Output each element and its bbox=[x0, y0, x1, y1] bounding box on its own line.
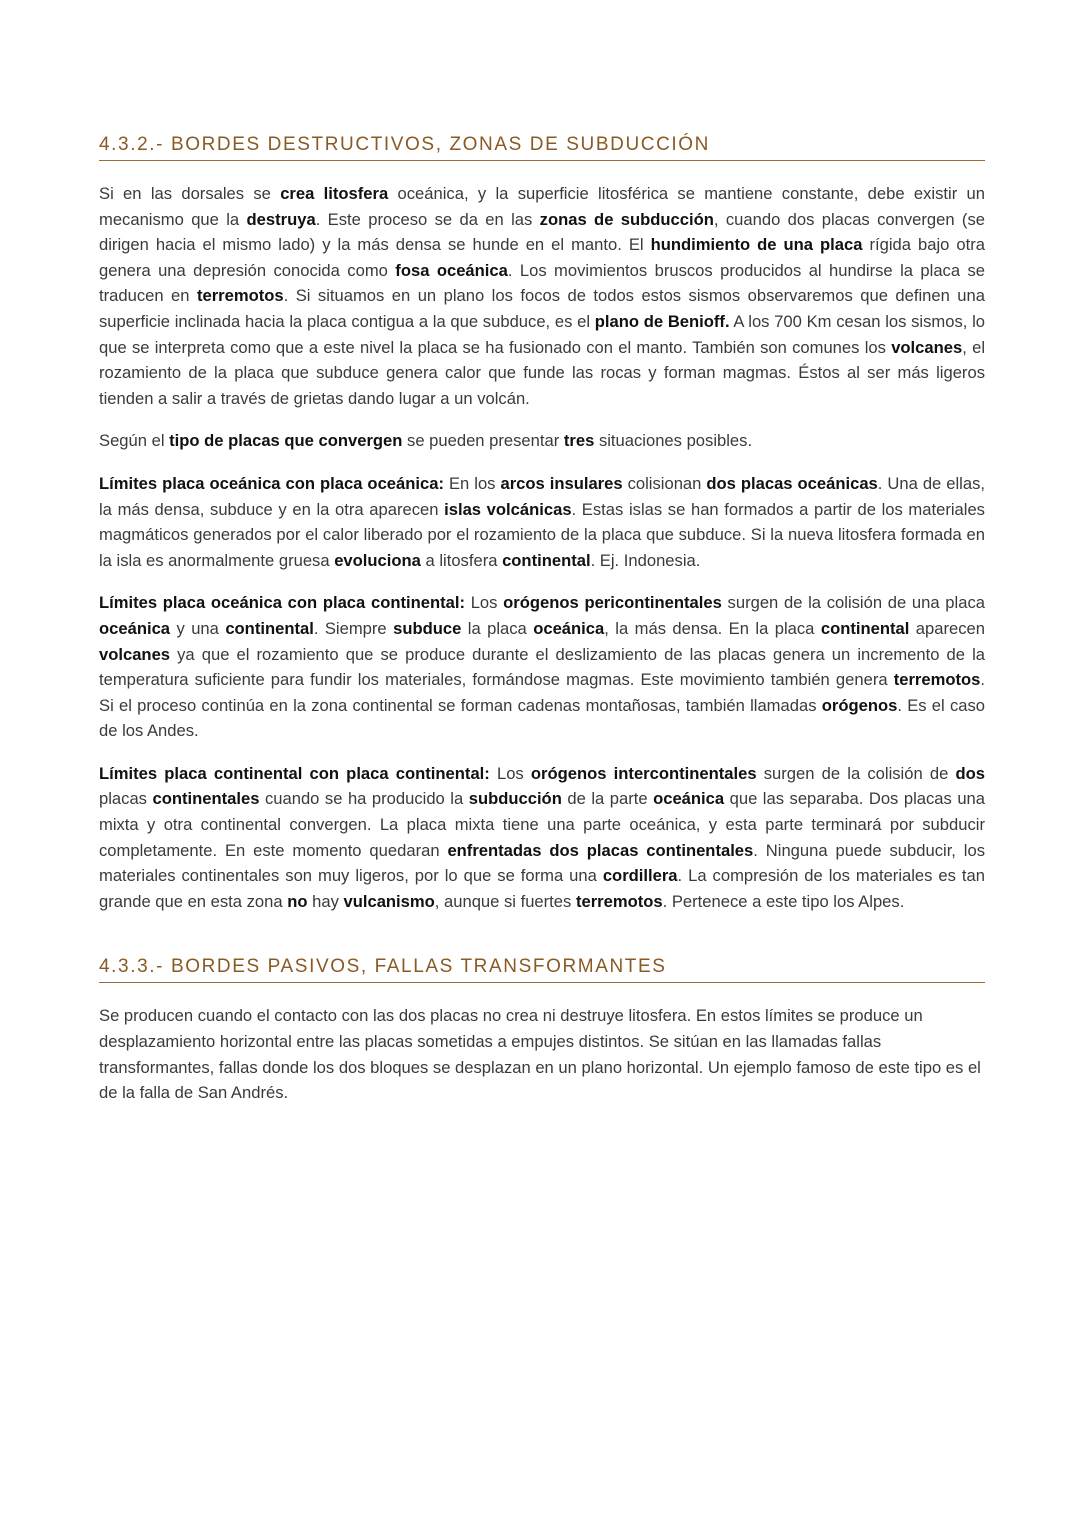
bold-term: orógenos pericontinentales bbox=[503, 593, 722, 613]
text-run: a litosfera bbox=[420, 550, 503, 570]
bold-term: subduce bbox=[393, 618, 462, 638]
bold-term: Límites placa oceánica con placa oceánica: bbox=[99, 473, 444, 493]
bold-term: vulcanismo bbox=[343, 891, 435, 911]
bold-term: hundimiento de una placa bbox=[650, 235, 863, 255]
text-run: . Siempre bbox=[313, 618, 394, 638]
text-run: de la parte bbox=[561, 789, 654, 809]
text-run: cuando se ha producido la bbox=[259, 789, 469, 809]
text-run: . Una de ellas, la más densa, subduce y en la otra aparecen bbox=[99, 473, 986, 519]
section-body-bordes-destructivos bbox=[99, 181, 985, 914]
text-run: la placa bbox=[461, 618, 534, 638]
text-run: placas bbox=[99, 789, 153, 809]
paragraph bbox=[99, 181, 985, 411]
bold-term: destruya bbox=[246, 209, 316, 229]
text-run: Si en las dorsales se bbox=[99, 184, 281, 203]
paragraph bbox=[99, 590, 985, 744]
text-run: Los bbox=[489, 763, 531, 783]
bold-term: zonas de subducción bbox=[539, 209, 714, 229]
bold-term: oceánica bbox=[533, 618, 605, 638]
bold-term: no bbox=[287, 891, 308, 911]
bold-term: volcanes bbox=[99, 644, 171, 664]
text-run: . Los movimientos bruscos producidos al hundirse la placa se traducen en bbox=[99, 260, 986, 306]
bold-term: dos bbox=[955, 763, 985, 783]
bold-term: Límites placa oceánica con placa continental: bbox=[99, 593, 465, 613]
document-page bbox=[99, 0, 985, 1106]
text-run: . Si el proceso continúa en la zona continental se forman cadenas montañosas, también llamadas bbox=[99, 670, 985, 715]
text-run: . Es el caso de los Andes. bbox=[99, 695, 985, 741]
text-run: ya que el rozamiento que se produce durante el deslizamiento de las placas genera un incremento de la temperatura suficiente para fundir los materiales, formándose magmas. Este movimiento también genera bbox=[99, 644, 985, 690]
paragraph bbox=[99, 428, 985, 454]
bold-term: tres bbox=[563, 431, 595, 451]
bold-term: Límites placa continental con placa continental: bbox=[99, 763, 490, 783]
text-run: Se producen cuando el contacto con las dos placas no crea ni destruye litosfera. En estos límites se produce un desplazamiento horizontal entre las placas sometidas a empujes distintos. Se sitúan en las llamadas fallas transformantes, fallas donde los dos bloques se desplazan en un plano horizontal. Un ejemplo famoso de este tipo es el de la falla de San Andrés. bbox=[99, 1006, 981, 1103]
bold-term: continental bbox=[820, 618, 910, 638]
section-heading-bordes-pasivos: 4.3.3.- BORDES PASIVOS, FALLAS TRANSFORMANTES bbox=[99, 956, 985, 983]
text-run: colisionan bbox=[622, 473, 707, 493]
bold-term: oceánica bbox=[99, 618, 171, 638]
bold-term: terremotos bbox=[893, 670, 981, 690]
bold-term: orógenos intercontinentales bbox=[530, 763, 757, 783]
bold-term: islas volcánicas bbox=[444, 499, 572, 519]
section-body-bordes-pasivos bbox=[99, 1003, 985, 1105]
text-run: y una bbox=[170, 618, 226, 638]
text-run: que las separaba. Dos placas una mixta y otra continental convergen. La placa mixta tiene una parte oceánica, y esta parte terminará por subducir completamente. En este momento quedaran bbox=[99, 789, 986, 860]
bold-term: volcanes bbox=[891, 337, 963, 357]
bold-term: plano de Benioff. bbox=[594, 311, 730, 331]
text-run: aparecen bbox=[909, 618, 985, 638]
text-run: . La compresión de los materiales es tan grande que en esta zona bbox=[99, 866, 985, 911]
text-run: , la más densa. En la placa bbox=[604, 618, 821, 638]
text-run: , el rozamiento de la placa que subduce genera calor que funde las rocas y forman magmas. Éstos al ser más ligeros tienden a salir a través de grietas dando lugar a un volcán. bbox=[99, 337, 986, 408]
bold-term: fosa oceánica bbox=[395, 260, 508, 280]
text-run: hay bbox=[307, 891, 344, 911]
bold-term: terremotos bbox=[575, 891, 663, 911]
bold-term: continental bbox=[502, 550, 591, 570]
bold-term: dos placas oceánicas bbox=[706, 473, 878, 493]
text-run: rígida bajo otra genera una depresión conocida como bbox=[99, 235, 985, 280]
text-run: surgen de la colisión de una placa bbox=[721, 593, 985, 613]
bold-term: tipo de placas que convergen bbox=[169, 431, 403, 451]
paragraph bbox=[99, 761, 985, 915]
text-run: . Ninguna puede subducir, los materiales continentales son muy ligeros, por lo que se forma una bbox=[99, 840, 986, 886]
paragraph bbox=[99, 1003, 985, 1105]
bold-term: enfrentadas dos placas continentales bbox=[447, 840, 754, 860]
text-run: . Si situamos en un plano los focos de todos estos sismos observaremos que definen una superficie inclinada hacia la placa contigua a la que subduce, es el bbox=[99, 286, 985, 331]
bold-term: evoluciona bbox=[334, 550, 421, 570]
bold-term: continentales bbox=[152, 789, 260, 809]
text-run: Los bbox=[465, 593, 504, 613]
bold-term: orógenos bbox=[821, 695, 898, 715]
text-run: En los bbox=[443, 473, 501, 493]
text-run: Según el bbox=[99, 431, 170, 451]
text-run: . Este proceso se da en las bbox=[315, 209, 540, 229]
text-run: A los 700 Km cesan los sismos, lo que se interpreta como que a este nivel la placa se ha fusionado con el manto. También son comunes los bbox=[99, 311, 986, 357]
text-run: se pueden presentar bbox=[402, 431, 564, 451]
text-run: . Estas islas se han formados a partir de los materiales magmáticos generados por el calor liberado por el rozamiento de la placa que subduce. Si la nueva litosfera formada en la isla es anormalmente gruesa bbox=[99, 499, 985, 570]
bold-term: continental bbox=[225, 618, 314, 638]
text-run: oceánica, y la superficie litosférica se mantiene constante, debe existir un mecanismo que la bbox=[99, 184, 985, 229]
section-heading-bordes-destructivos: 4.3.2.- BORDES DESTRUCTIVOS, ZONAS DE SUBDUCCIÓN bbox=[99, 134, 985, 161]
text-run: situaciones posibles. bbox=[594, 431, 753, 451]
text-run: , aunque si fuertes bbox=[434, 891, 576, 911]
text-run: surgen de la colisión de bbox=[756, 763, 956, 783]
bold-term: crea litosfera bbox=[280, 184, 389, 203]
bold-term: cordillera bbox=[602, 866, 678, 886]
bold-term: oceánica bbox=[653, 789, 725, 809]
text-run: . Pertenece a este tipo los Alpes. bbox=[662, 891, 905, 911]
text-run: , cuando dos placas convergen (se dirigen hacia el mismo lado) y la más densa se hunde en el manto. El bbox=[99, 209, 985, 255]
bold-term: arcos insulares bbox=[500, 473, 623, 493]
text-run: . Ej. Indonesia. bbox=[590, 550, 701, 570]
paragraph bbox=[99, 471, 985, 573]
bold-term: subducción bbox=[468, 789, 562, 809]
bold-term: terremotos bbox=[196, 286, 284, 306]
